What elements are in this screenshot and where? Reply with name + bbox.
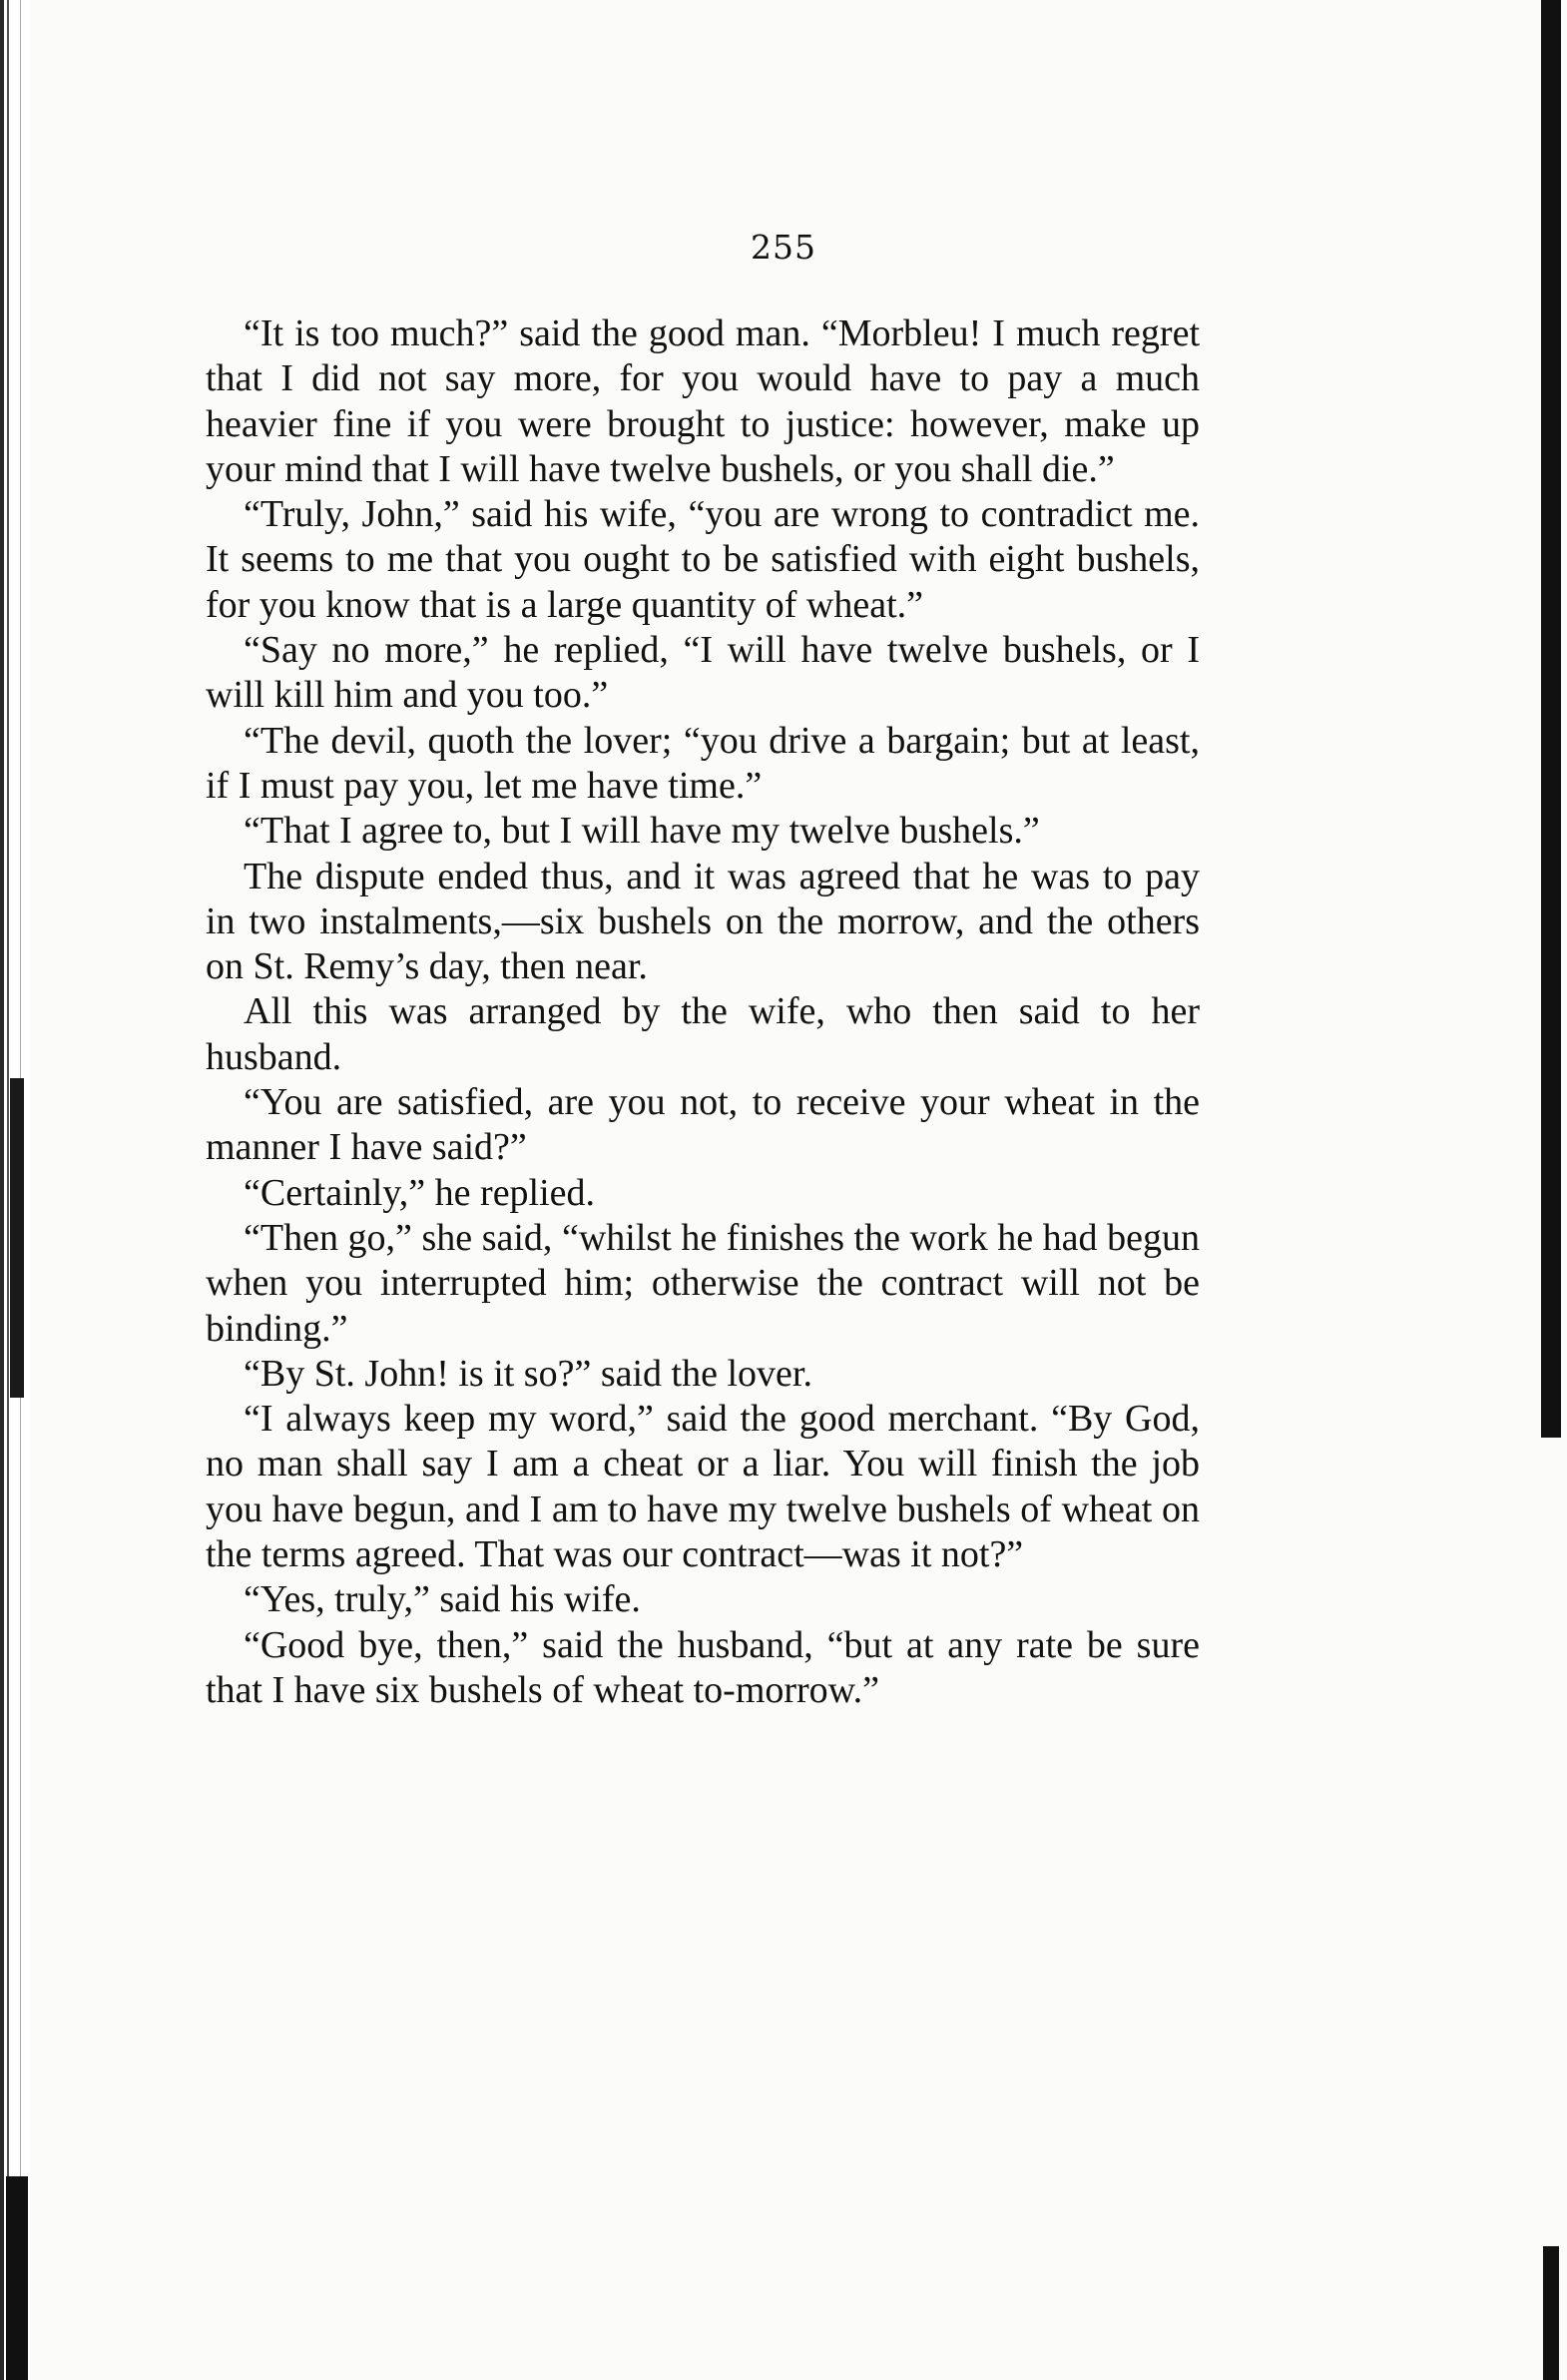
paragraph: “Yes, truly,” said his wife. — [244, 1578, 641, 1621]
paragraph: “Say no more,” he replied, “I will have twelve bushels, or I will kill him and you too.” — [206, 629, 1200, 717]
paragraph: “That I agree to, but I will have my twelve bushels.” — [244, 810, 1040, 853]
paragraph: “By St. John! is it so?” said the lover. — [244, 1352, 812, 1395]
binding-shadow — [6, 2176, 28, 2380]
right-binding-edge — [1533, 0, 1567, 2380]
paragraph: “Then go,” she said, “whilst he finishes the work he had begun when you interrupted him; otherwise the contract will not be binding.” — [206, 1216, 1200, 1350]
body-text — [206, 311, 1200, 1713]
paragraph: “Certainly,” he replied. — [244, 1171, 596, 1214]
paragraph: “I always keep my word,” said the good merchant. “By God, no man shall say I am a cheat or a liar. You will finish the job you have begun, and I am to have my twelve bushels of wheat on the terms agreed. That was our contract—was it not?” — [206, 1398, 1200, 1576]
binding-shadow — [1543, 2246, 1559, 2380]
paragraph: “The devil, quoth the lover; “you drive a bargain; but at least, if I must pay you, let me have time.” — [206, 719, 1200, 807]
paragraph: “It is too much?” said the good man. “Morbleu! I much regret that I did not say more, for you would have to pay a much heavier fine if you were brought to justice: however, make up your mind that I will have twelve bushels, or you shall die.” — [206, 312, 1200, 490]
binding-shadow — [1541, 0, 1561, 1438]
paragraph: “Good bye, then,” said the husband, “but at any rate be sure that I have six bushels of wheat to-morrow.” — [206, 1623, 1200, 1711]
paragraph: All this was arranged by the wife, who then said to her husband. — [206, 990, 1200, 1078]
left-binding-edge — [0, 0, 30, 2380]
paragraph: “You are satisfied, are you not, to receive your wheat in the manner I have said?” — [206, 1081, 1200, 1169]
paragraph: “Truly, John,” said his wife, “you are wrong to contradict me. It seems to me that you ought to be satisfied with eight bushels, for you know that is a large quantity of wheat.” — [206, 493, 1200, 626]
paragraph: The dispute ended thus, and it was agreed that he was to pay in two instalments,—six bushels on the morrow, and the others on St. Remy’s day, then near. — [206, 855, 1200, 988]
binding-shadow — [10, 1078, 24, 1398]
page-number: 255 — [751, 228, 816, 267]
